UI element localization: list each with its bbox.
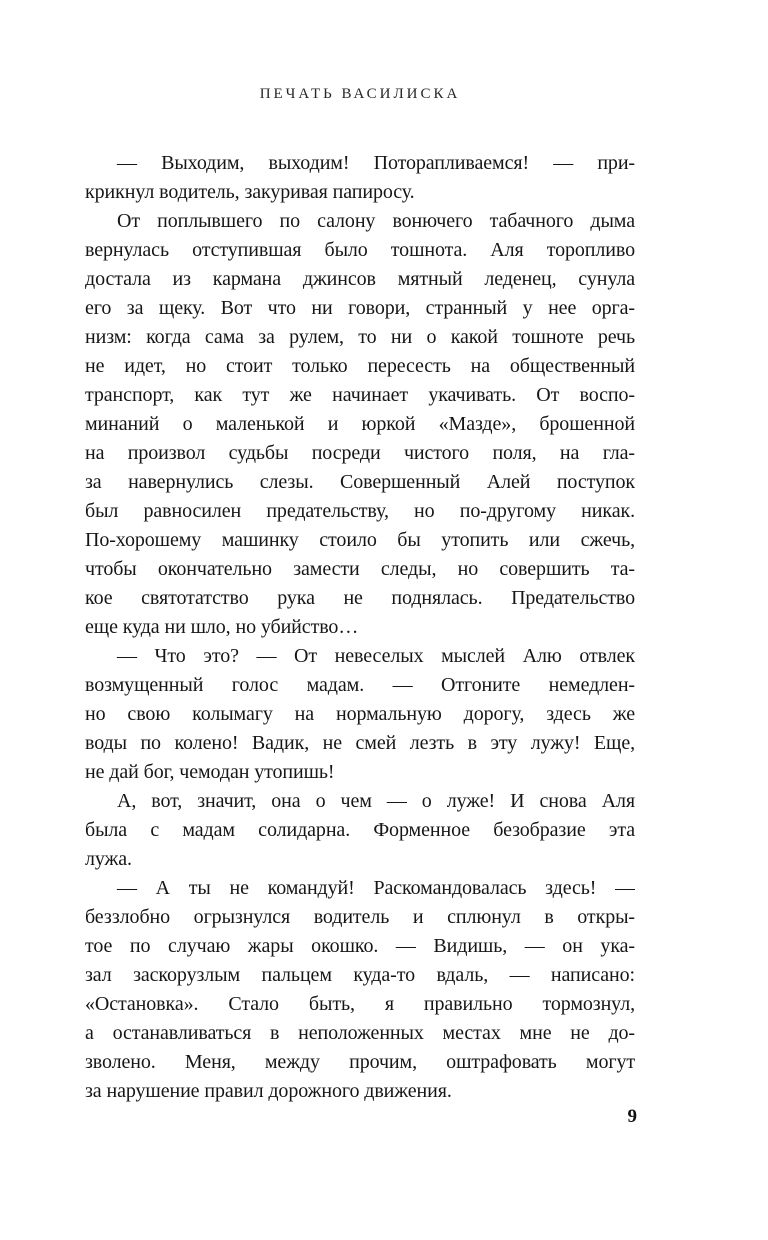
text-line: беззлобно огрызнулся водитель и сплюнул в откры- [85,906,635,928]
text-line: зволено. Меня, между прочим, оштрафовать могут [85,1051,635,1073]
text-line: не идет, но стоит только пересесть на общественный [85,355,635,377]
text-line: за навернулись слезы. Совершенный Алей поступок [85,471,635,493]
text-line: вернулась отступившая было тошнота. Аля торопливо [85,239,635,261]
text-line: возмущенный голос мадам. — Отгоните немедлен- [85,674,635,696]
text-line: — А ты не командуй! Раскомандовалась здесь! — [117,877,635,899]
text-line: достала из кармана джинсов мятный леденец, сунула [85,268,635,290]
paragraph [85,149,635,207]
paragraph [85,642,635,787]
text-line: не дай бог, чемодан утопишь! [85,761,335,783]
text-line: От поплывшего по салону вонючего табачного дыма [117,210,635,232]
text-line: «Остановка». Стало быть, я правильно тормознул, [85,993,635,1015]
text-line: По-хорошему машинку стоило бы утопить или сжечь, [85,529,635,551]
text-line: низм: когда сама за рулем, то ни о какой тошноте речь [85,326,635,348]
text-line: его за щеку. Вот что ни говори, странный у нее орга- [85,297,635,319]
paragraph [85,787,635,874]
text-line: — Выходим, выходим! Поторапливаемся! — при- [117,152,635,174]
text-line: зал заскорузлым пальцем куда-то вдаль, — написано: [85,964,635,986]
text-line: а останавливаться в неположенных местах мне не до- [85,1022,635,1044]
text-line: за нарушение правил дорожного движения. [85,1080,452,1102]
text-line: но свою колымагу на нормальную дорогу, здесь же [85,703,635,725]
text-line: на произвол судьбы посреди чистого поля, на гла- [85,442,635,464]
text-line: лужа. [85,848,132,870]
page-number: 9 [627,1106,637,1127]
text-line: кое святотатство рука не поднялась. Предательство [85,587,635,609]
text-line: воды по колено! Вадик, не смей лезть в эту лужу! Еще, [85,732,635,754]
text-line: крикнул водитель, закуривая папиросу. [85,181,415,203]
paragraph [85,874,635,1106]
text-line: А, вот, значит, она о чем — о луже! И снова Аля [117,790,635,812]
text-line: минаний о маленькой и юркой «Мазде», брошенной [85,413,635,435]
text-line: транспорт, как тут же начинает укачивать. От воспо- [85,384,635,406]
paragraph [85,207,635,642]
text-line: еще куда ни шло, но убийство… [85,616,359,638]
text-line: — Что это? — От невеселых мыслей Алю отвлек [117,645,635,667]
text-line: была с мадам солидарна. Форменное безобразие эта [85,819,635,841]
text-line: чтобы окончательно замести следы, но совершить та- [85,558,635,580]
text-line: тое по случаю жары окошко. — Видишь, — он ука- [85,935,635,957]
body-text [85,149,635,1106]
text-line: был равносилен предательству, но по-другому никак. [85,500,635,522]
running-header: ПЕЧАТЬ ВАСИЛИСКА [259,86,461,102]
